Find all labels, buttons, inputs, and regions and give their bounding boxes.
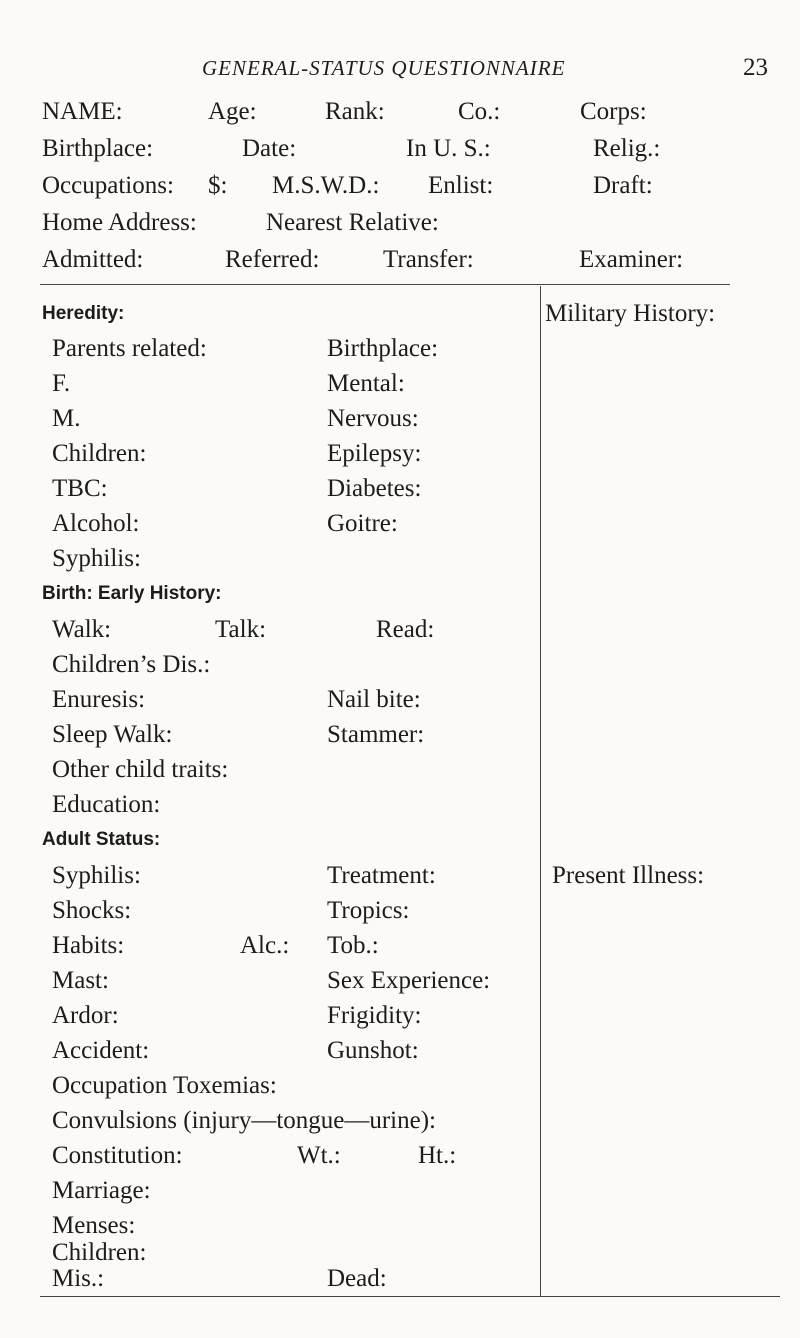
marriage-label: Marriage: xyxy=(52,1177,151,1204)
treatment-label: Treatment: xyxy=(327,862,436,889)
enlist-label: Enlist: xyxy=(428,172,494,199)
date-label: Date: xyxy=(242,135,297,162)
present-illness-label: Present Illness: xyxy=(552,862,705,889)
habits-label: Habits: xyxy=(52,932,125,959)
heredity-children-label: Children: xyxy=(52,440,147,467)
birthplace-label: Birthplace: xyxy=(42,135,154,162)
corps-label: Corps: xyxy=(580,98,647,125)
transfer-label: Transfer: xyxy=(383,246,474,273)
father-label: F. xyxy=(52,370,71,397)
parents-related-label: Parents related: xyxy=(52,335,207,362)
mswd-label: M.S.W.D.: xyxy=(272,172,380,199)
frigidity-label: Frigidity: xyxy=(327,1002,422,1029)
referred-label: Referred: xyxy=(225,246,320,273)
enuresis-label: Enuresis: xyxy=(52,686,146,713)
draft-label: Draft: xyxy=(593,172,653,199)
age-label: Age: xyxy=(208,98,257,125)
shocks-label: Shocks: xyxy=(52,897,132,924)
mis-label: Mis.: xyxy=(52,1265,105,1292)
gunshot-label: Gunshot: xyxy=(327,1037,419,1064)
tbc-label: TBC: xyxy=(52,475,108,502)
adult-children-label: Children: xyxy=(52,1239,147,1266)
mother-label: M. xyxy=(52,405,81,432)
ardor-label: Ardor: xyxy=(52,1002,119,1029)
top-divider xyxy=(40,284,730,285)
tropics-label: Tropics: xyxy=(327,897,410,924)
bottom-divider xyxy=(40,1296,780,1297)
mast-label: Mast: xyxy=(52,967,109,994)
menses-label: Menses: xyxy=(52,1212,136,1239)
diabetes-label: Diabetes: xyxy=(327,475,422,502)
birth-heading: Birth: Early History: xyxy=(42,583,222,604)
nail-bite-label: Nail bite: xyxy=(327,686,421,713)
alc-label: Alc.: xyxy=(240,932,290,959)
adult-status-heading: Adult Status: xyxy=(42,829,161,850)
walk-label: Walk: xyxy=(52,616,112,643)
sex-experience-label: Sex Experience: xyxy=(327,967,491,994)
constitution-label: Constitution: xyxy=(52,1142,183,1169)
examiner-label: Examiner: xyxy=(579,246,684,273)
goitre-label: Goitre: xyxy=(327,510,398,537)
column-divider xyxy=(540,286,541,1296)
epilepsy-label: Epilepsy: xyxy=(327,440,422,467)
stammer-label: Stammer: xyxy=(327,721,425,748)
relig-label: Relig.: xyxy=(593,135,661,162)
admitted-label: Admitted: xyxy=(42,246,144,273)
sleep-walk-label: Sleep Walk: xyxy=(52,721,173,748)
occupation-toxemias-label: Occupation Toxemias: xyxy=(52,1072,277,1099)
home-address-label: Home Address: xyxy=(42,209,197,236)
in-us-label: In U. S.: xyxy=(406,135,491,162)
military-history-label: Military History: xyxy=(545,300,716,327)
heredity-birthplace-label: Birthplace: xyxy=(327,335,439,362)
rank-label: Rank: xyxy=(325,98,385,125)
adult-syphilis-label: Syphilis: xyxy=(52,862,141,889)
childrens-dis-label: Children’s Dis.: xyxy=(52,651,211,678)
education-label: Education: xyxy=(52,791,161,818)
tob-label: Tob.: xyxy=(327,932,379,959)
dead-label: Dead: xyxy=(327,1265,387,1292)
heredity-syphilis-label: Syphilis: xyxy=(52,545,141,572)
occupations-label: Occupations: xyxy=(42,172,174,199)
nervous-label: Nervous: xyxy=(327,405,419,432)
running-title: GENERAL-STATUS QUESTIONNAIRE xyxy=(202,56,566,80)
read-label: Read: xyxy=(376,616,435,643)
ht-label: Ht.: xyxy=(418,1142,457,1169)
name-label: NAME: xyxy=(42,98,123,125)
co-label: Co.: xyxy=(458,98,501,125)
convulsions-label: Convulsions (injury—tongue—urine): xyxy=(52,1107,436,1134)
mental-label: Mental: xyxy=(327,370,405,397)
accident-label: Accident: xyxy=(52,1037,150,1064)
alcohol-label: Alcohol: xyxy=(52,510,140,537)
talk-label: Talk: xyxy=(215,616,267,643)
other-child-traits-label: Other child traits: xyxy=(52,756,229,783)
dollar-label: $: xyxy=(208,172,228,199)
page-number: 23 xyxy=(743,54,768,81)
heredity-heading: Heredity: xyxy=(42,303,125,324)
wt-label: Wt.: xyxy=(297,1142,341,1169)
nearest-relative-label: Nearest Relative: xyxy=(266,209,439,236)
